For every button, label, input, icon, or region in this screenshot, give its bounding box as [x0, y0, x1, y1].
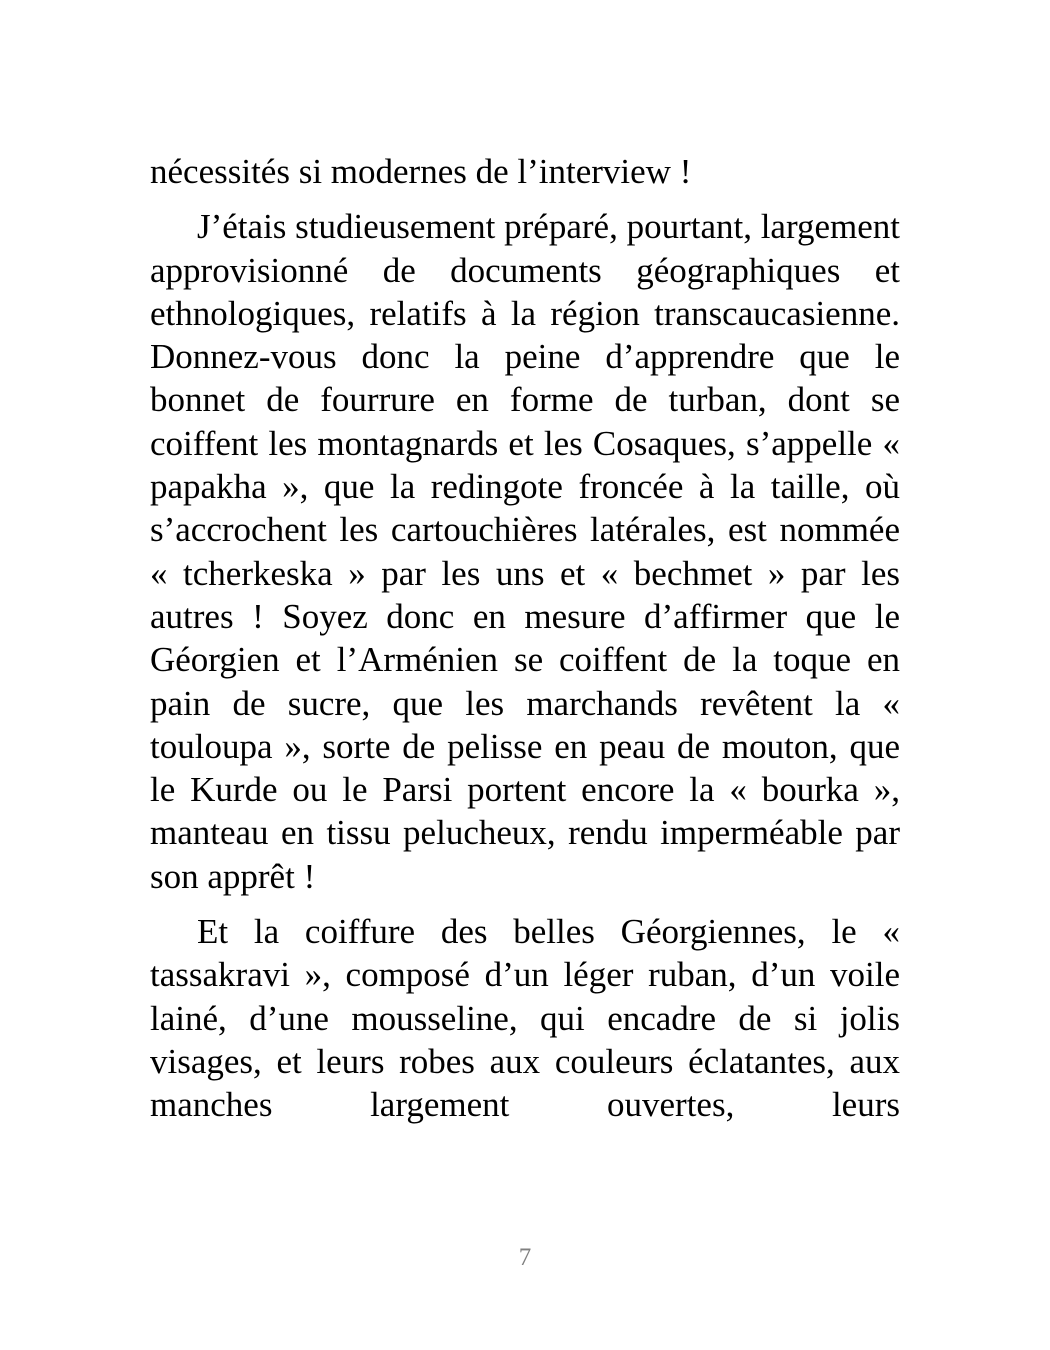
paragraph-continuation: nécessités si modernes de l’interview ! — [150, 152, 692, 191]
page-number: 7 — [518, 1244, 532, 1271]
paragraph-unfinished: Et la coiffure des belles Géorgiennes, le « tassakravi », composé d’un léger ruban, d’un voile lainé, d’une mousseline, qui encadre de si jolis visages, et leurs robes aux couleurs éclatantes, aux manches largement ouvertes, leurs — [150, 912, 900, 1125]
body-text — [150, 150, 900, 1139]
paragraph: J’étais studieusement préparé, pourtant, largement approvisionné de documents géographiques et ethnologiques, relatifs à la région transcaucasienne. Donnez-vous donc la peine d’apprendre que le bonnet de fourrure en forme de turban, dont se coiffent les montagnards et les Cosaques, s’appelle « papakha », que la redingote froncée à la taille, où s’accrochent les cartouchières latérales, est nommée « tcherkeska » par les uns et « bechmet » par les autres ! Soyez donc en mesure d’affirmer que le Géorgien et l’Arménien se coiffent de la toque en pain de sucre, que les marchands revêtent la « touloupa », sorte de pelisse en peau de mouton, que le Kurde ou le Parsi portent encore la « bourka », manteau en tissu pelucheux, rendu imperméable par son apprêt ! — [150, 207, 901, 896]
